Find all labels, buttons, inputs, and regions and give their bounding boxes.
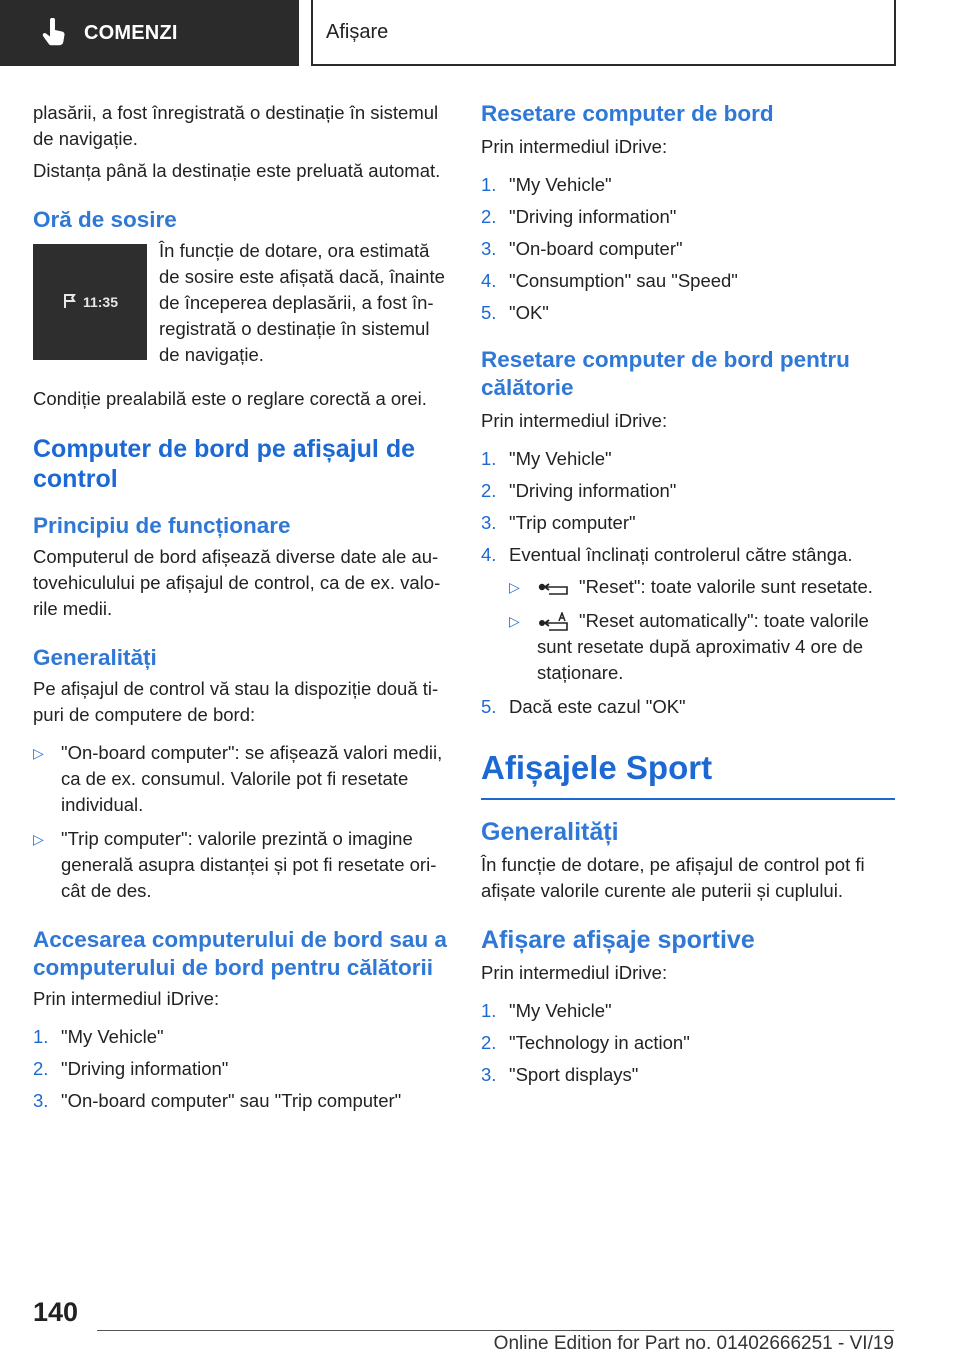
step-item [481, 446, 895, 472]
reset-trip-intro: Prin intermediul iDrive: [481, 410, 668, 431]
step-number: 1. [481, 448, 497, 469]
reset-icon [537, 580, 569, 596]
step-item [481, 998, 895, 1024]
chapter-label: Afișare [326, 20, 389, 43]
step-item [481, 300, 895, 326]
step-item [481, 172, 895, 198]
step-item [481, 204, 895, 230]
step-text: "My Vehicle" [509, 174, 612, 195]
arrival-time-image [33, 244, 147, 360]
triangle-bullet-icon: ▷ [33, 831, 44, 847]
step-text: Eventual înclinați controlerul către stânga. [509, 544, 853, 565]
reset-option-text: "Reset": toate valorile sunt resetate. [579, 576, 873, 597]
step-number: 4. [481, 270, 497, 291]
arrival-description: În funcție de dotare, ora estimată de sosire este afișată dacă, înainte de începerea deplasării, a fost înregistrată o destinație în sistemul de navigație. [159, 240, 445, 365]
list-item [481, 608, 895, 686]
access-steps [33, 1024, 449, 1114]
sport-displays-heading: Afișajele Sport [481, 748, 895, 800]
triangle-bullet-icon: ▷ [509, 579, 520, 595]
step-text: "Driving information" [61, 1058, 229, 1079]
step-number: 1. [481, 174, 497, 195]
step-item [481, 542, 895, 568]
step-text: "On-board computer" [509, 238, 683, 259]
reset-auto-option-text: "Reset automatically": toate valorile sunt resetate după aproximativ 4 ore de staționare. [537, 610, 869, 683]
hand-pointer-icon [40, 18, 68, 48]
access-heading: Accesarea computerului de bord sau a computerului de bord pentru călătorii [33, 927, 447, 980]
section-label: COMENZI [84, 21, 178, 44]
list-item-content [537, 574, 873, 600]
step-text: "Driving information" [509, 206, 677, 227]
step-number: 5. [481, 696, 497, 717]
intro-paragraph-1: plasării, a fost înregistrată o destinație în sistemul de navigație. [33, 102, 439, 149]
arrival-time-heading: Oră de sosire [33, 207, 177, 232]
principle-text: Computerul de bord afișează diverse date ale autovehiculului pe afișajul de control, ca de ex. valorile medii. [33, 546, 441, 619]
step-item [481, 236, 895, 262]
step-item [481, 1062, 895, 1088]
step-number: 2. [481, 480, 497, 501]
step-text: "Driving information" [509, 480, 677, 501]
sport-general-heading: Generalități [481, 818, 619, 846]
footer-divider [97, 1330, 894, 1331]
reset-options-list [481, 574, 895, 686]
step-text: "On-board computer" sau "Trip computer" [61, 1090, 402, 1111]
list-item [481, 574, 895, 600]
step-number: 5. [481, 302, 497, 323]
principle-heading: Principiu de funcționare [33, 513, 291, 538]
right-column [481, 100, 895, 1094]
step-text: "OK" [509, 302, 549, 323]
step-text: "Sport displays" [509, 1064, 639, 1085]
step-number: 2. [481, 206, 497, 227]
edition-text: Online Edition for Part no. 01402666251 - VI/19 [493, 1333, 894, 1354]
step-text: "My Vehicle" [509, 1000, 612, 1021]
reset-trip-heading: Resetare computer de bord pentru călătorie [481, 347, 850, 400]
arrival-prerequisite: Condiție prealabilă este o reglare corectă a orei. [33, 388, 427, 409]
reset-trip-final-step [481, 694, 895, 720]
step-number: 1. [33, 1026, 49, 1047]
step-item [481, 268, 895, 294]
list-item-content [537, 608, 895, 686]
onboard-computer-heading: Computer de bord pe afișajul de control [33, 435, 415, 493]
reset-heading: Resetare computer de bord [481, 101, 774, 126]
access-intro: Prin intermediul iDrive: [33, 988, 220, 1009]
step-text: "My Vehicle" [61, 1026, 164, 1047]
step-item [481, 694, 895, 720]
arrival-time-value: 11:35 [82, 294, 119, 310]
triangle-bullet-icon: ▷ [33, 745, 44, 761]
step-item [33, 1056, 449, 1082]
step-number: 3. [33, 1090, 49, 1111]
step-text: "Consumption" sau "Speed" [509, 270, 738, 291]
step-text: "Technology in action" [509, 1032, 690, 1053]
sport-show-intro: Prin intermediul iDrive: [481, 962, 668, 983]
reset-intro: Prin intermediul iDrive: [481, 136, 668, 157]
step-item [481, 510, 895, 536]
destination-flag-icon [62, 293, 78, 312]
step-text: "Trip computer" [509, 512, 636, 533]
page-number: 140 [33, 1297, 79, 1327]
list-item-text: "Trip computer": valorile prezintă o imagine generală asupra distanței și pot fi resetate oricât de des. [61, 828, 437, 901]
step-number: 1. [481, 1000, 497, 1021]
list-item [33, 740, 449, 818]
step-number: 2. [33, 1058, 49, 1079]
step-number: 3. [481, 512, 497, 533]
step-text: Dacă este cazul "OK" [509, 696, 686, 717]
step-item [33, 1088, 449, 1114]
step-number: 4. [481, 544, 497, 565]
list-item [33, 826, 449, 904]
general-text: Pe afișajul de control vă stau la dispoziție două tipuri de computere de bord: [33, 678, 439, 725]
arrival-block [33, 238, 449, 376]
computer-types-list [33, 740, 449, 904]
step-number: 2. [481, 1032, 497, 1053]
chapter-tab[interactable] [311, 0, 896, 66]
step-text: "My Vehicle" [509, 448, 612, 469]
step-number: 3. [481, 238, 497, 259]
reset-automatically-icon [537, 612, 569, 632]
step-item [33, 1024, 449, 1050]
step-item [481, 1030, 895, 1056]
step-number: 3. [481, 1064, 497, 1085]
sport-show-heading: Afișare afișaje sportive [481, 926, 755, 954]
list-item-text: "On-board computer": se afișează valori medii, ca de ex. consumul. Valorile pot fi resetate individual. [61, 742, 443, 815]
sport-general-text: În funcție de dotare, pe afișajul de control pot fi afișate valorile curente ale puterii și cuplului. [481, 854, 865, 901]
reset-steps [481, 172, 895, 326]
section-tab[interactable] [0, 0, 299, 66]
intro-paragraph-2: Distanța până la destinație este preluată automat. [33, 160, 441, 181]
step-item [481, 478, 895, 504]
triangle-bullet-icon: ▷ [509, 613, 520, 629]
left-column [33, 100, 449, 1120]
general-heading: Generalități [33, 645, 157, 670]
sport-steps [481, 998, 895, 1088]
reset-trip-steps [481, 446, 895, 568]
